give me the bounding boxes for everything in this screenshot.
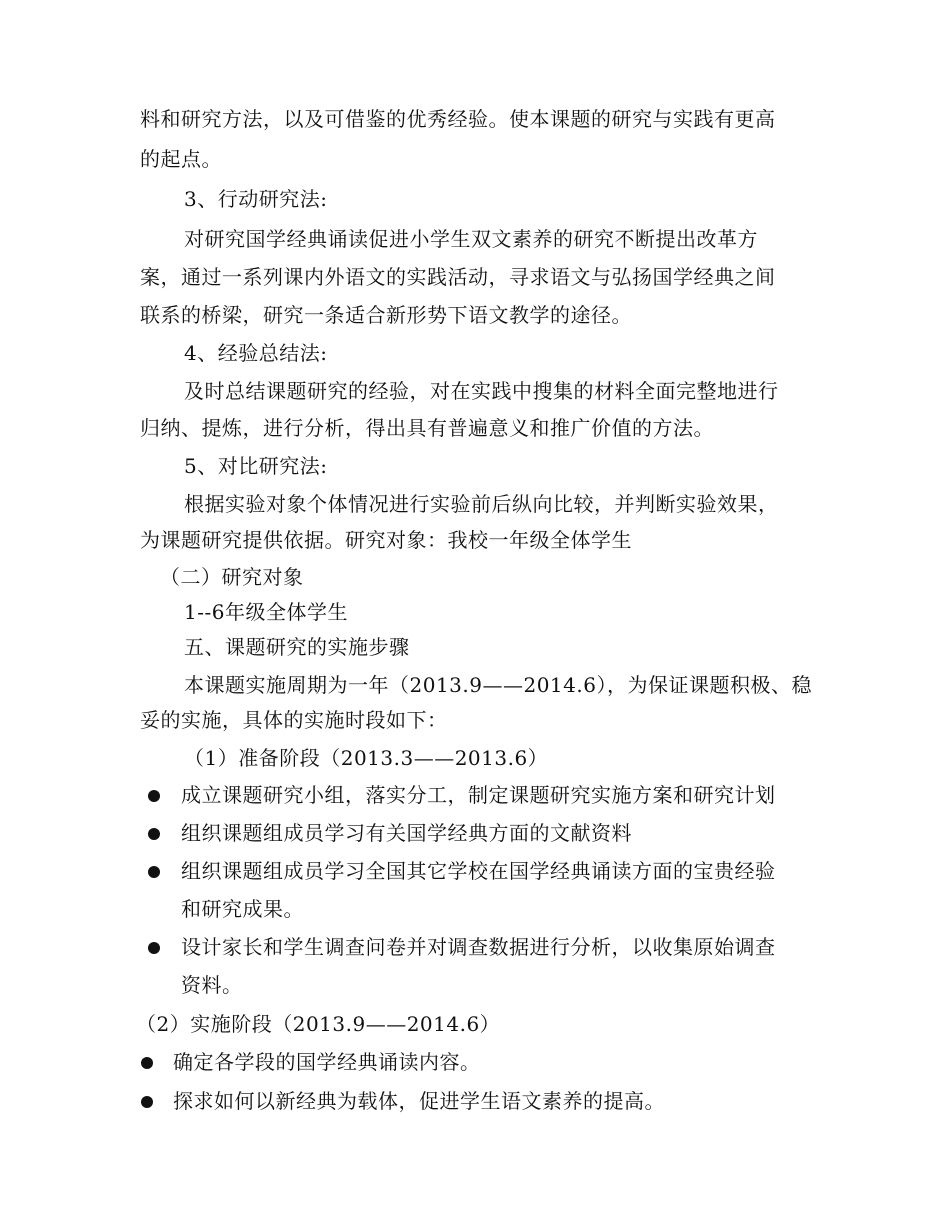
section-heading: 五、课题研究的实施步骤	[184, 635, 410, 659]
section-heading: （二）研究对象	[160, 565, 304, 589]
list-item: 组织课题组成员学习有关国学经典方面的文献资料	[181, 821, 632, 845]
body-text-line: 对研究国学经典诵读促进小学生双文素养的研究不断提出改革方	[184, 227, 758, 251]
bullet-icon	[148, 866, 160, 878]
bullet-icon	[148, 790, 160, 802]
method-heading: 4、经验总结法:	[184, 341, 328, 365]
list-item: 组织课题组成员学习全国其它学校在国学经典诵读方面的宝贵经验	[181, 859, 776, 883]
bullet-icon	[141, 1096, 153, 1108]
body-text-line: 根据实验对象个体情况进行实验前后纵向比较，并判断实验效果，	[184, 492, 779, 516]
body-text-line: 联系的桥梁，研究一条适合新形势下语文教学的途径。	[140, 303, 632, 327]
body-text-line: 料和研究方法，以及可借鉴的优秀经验。使本课题的研究与实践有更高	[140, 107, 776, 131]
bullet-icon	[141, 1057, 153, 1069]
bullet-icon	[148, 942, 160, 954]
list-item: 探求如何以新经典为载体，促进学生语文素养的提高。	[173, 1089, 665, 1113]
body-text-line: 妥的实施，具体的实施时段如下：	[140, 708, 448, 732]
phase-heading: （1）准备阶段（2013.3——2013.6）	[184, 746, 549, 770]
body-text-line: 1--6年级全体学生	[184, 600, 348, 624]
method-heading: 3、行动研究法:	[184, 187, 328, 211]
body-text-line: 归纳、提炼，进行分析，得出具有普遍意义和推广价值的方法。	[140, 416, 714, 440]
body-text-line: 的起点。	[140, 147, 222, 171]
bullet-icon	[148, 828, 160, 840]
list-item-continuation: 和研究成果。	[181, 897, 304, 921]
list-item: 确定各学段的国学经典诵读内容。	[173, 1050, 481, 1074]
list-item-continuation: 资料。	[181, 973, 243, 997]
body-text-line: 及时总结课题研究的经验，对在实践中搜集的材料全面完整地进行	[184, 379, 779, 403]
list-item: 成立课题研究小组，落实分工，制定课题研究实施方案和研究计划	[181, 783, 776, 807]
body-text-line: 本课题实施周期为一年（2013.9——2014.6），为保证课题积极、稳	[184, 673, 812, 697]
phase-heading: （2）实施阶段（2013.9——2014.6）	[136, 1012, 501, 1036]
method-heading: 5、对比研究法:	[184, 454, 328, 478]
list-item: 设计家长和学生调查问卷并对调查数据进行分析，以收集原始调查	[181, 935, 776, 959]
body-text-line: 案，通过一系列课内外语文的实践活动，寻求语文与弘扬国学经典之间	[140, 265, 776, 289]
body-text-line: 为课题研究提供依据。研究对象：我校一年级全体学生	[140, 528, 632, 552]
